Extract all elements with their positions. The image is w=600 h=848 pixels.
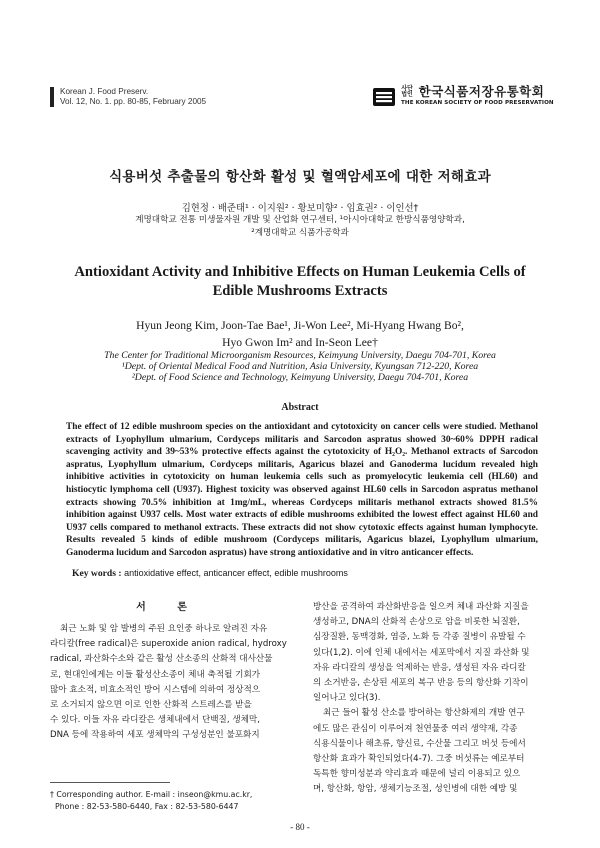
body-text-line: 수 있다. 이들 자유 라디칼은 생체내에서 단백질, 생체막, xyxy=(50,715,260,726)
right-column-text xyxy=(313,600,550,798)
korean-affiliation-line: ²계명대학교 식품가공학과 xyxy=(251,228,349,238)
english-authors xyxy=(0,318,600,351)
body-text-line: 최근 노화 및 암 발병의 주된 요인중 하나로 알려진 자유 xyxy=(60,624,268,634)
korean-affiliations xyxy=(0,214,600,240)
keywords-label: Key words : xyxy=(72,568,122,579)
english-title xyxy=(0,263,600,300)
body-text-line: DNA 등에 작용하여 세포 생체막의 구성성분인 불포화지 xyxy=(50,730,260,741)
body-text-line: 심장질환, 동맥경화, 염증, 노화 등 각종 질병이 유발될 수 xyxy=(313,632,526,643)
body-text-line: 많아 효소적, 비효소적인 방어 시스템에 의하여 정상적으 xyxy=(50,684,261,695)
abstract-heading: Abstract xyxy=(281,402,319,413)
body-text-line: 의 소거반응, 손상된 세포의 복구 반응 등의 항산화 기작이 xyxy=(313,678,529,689)
body-text-line: 방산을 공격하여 과산화반응을 일으켜 체내 과산화 지질을 xyxy=(313,602,529,612)
society-name-korean: 한국식품저장유통학회 xyxy=(418,84,545,99)
body-text-line: 에도 많은 관심이 이루어져 천연물중 여러 생약재, 각종 xyxy=(313,723,518,734)
section-title-introduction: 서 론 xyxy=(136,602,201,613)
footnote-divider xyxy=(50,782,170,783)
body-text-line: 며, 항산화, 항암, 생체기능조절, 성인병에 대한 예방 및 xyxy=(313,784,518,795)
english-authors-line: Hyo Gwon Im² and In-Seon Lee† xyxy=(222,335,378,349)
abstract-body xyxy=(66,421,538,560)
journal-name: Korean J. Food Preserv. xyxy=(60,87,149,96)
body-text-line: 일어나고 있다(3). xyxy=(313,693,381,704)
footnote-line: † Corresponding author. E-mail : inseon@kmu.ac.kr, xyxy=(50,790,253,799)
abstract-text: The effect of 12 edible mushroom species on the antioxidant and cytotoxicity on cancer cells were studied. Methanol extracts of Lyophyllum ulmarium, Cordyceps militaris and Sarcodon aspratus showed 30~60% DPPH radical scavenging activity and 39~53% protective effects against the cytotoxicity of H₂O₂. Methanol extracts of Sarcodon aspratus, Lyophyllum ulmarium, Cordyceps militaris, Agaricus blazei and Ganoderma lucidum revealed high inhibitive activities in cytotoxicity on human leukemia cells such as promyelocytic leukemia cell (HL60) and histiocytic lymphoma cell (U937). Highest toxicity was observed against HL60 cells in Sarcodon aspratus methanol extracts showing 70.5% inhibition at 1mg/mL, whereas Cordyceps militaris methanol extracts showed 81.5% inhibition against U937 cells. Most water extracts of edible mushrooms exhibited the lowest effect against HL60 and U937 cells compared to methanol extracts. These extracts did not show cytotoxic effects against human lymphocyte. Results revealed 5 kinds of edible mushroom (Cordyceps militaris, Agaricus blazei, Lyophyllum ulmarium, Ganoderma lucidum and Sarcodon aspratus) have strong antioxidative and in vitro anticancer effects. xyxy=(66,422,538,558)
english-affiliation-line: The Center for Traditional Microorganism Resources, Keimyung University, Daegu 704-701, Korea xyxy=(104,350,496,361)
body-text-line: 항산화 효과가 확인되었다(4-7). 그중 버섯류는 예로부터 xyxy=(313,754,525,765)
body-text-line: 독특한 향미성분과 약리효과 때문에 널리 이용되고 있으 xyxy=(313,769,521,780)
body-left-column xyxy=(50,600,287,744)
body-right-column xyxy=(313,600,550,798)
korean-title: 식용버섯 추출물의 항산화 활성 및 혈액암세포에 대한 저해효과 xyxy=(109,169,491,185)
corresponding-author-footnote xyxy=(50,789,252,813)
english-title-line: Edible Mushrooms Extracts xyxy=(212,282,388,299)
society-logo-icon xyxy=(372,86,396,108)
body-text-line: 로, 현대인에게는 이들 활성산소종이 체내 축적될 기회가 xyxy=(50,669,261,680)
korean-authors: 김현정 · 배준태¹ · 이지원² · 황보미향² · 임효권² · 이인선† xyxy=(181,203,419,214)
society-logo-block xyxy=(372,85,554,109)
english-authors-line: Hyun Jeong Kim, Joon-Tae Bae¹, Ji-Won Lee², Mi-Hyang Hwang Bo², xyxy=(136,319,464,332)
society-name-english: THE KOREAN SOCIETY OF FOOD PRESERVATION xyxy=(401,99,554,106)
english-affiliation-line: ²Dept. of Food Science and Technology, Keimyung University, Daegu 704-701, Korea xyxy=(131,372,469,383)
footnote-line: Phone : 82-53-580-6440, Fax : 82-53-580-6447 xyxy=(55,802,239,811)
body-text-line: 최근 들어 활성 산소를 방어하는 항산화제의 개발 연구 xyxy=(323,708,525,719)
body-text-line: radical, 과산화수소와 같은 활성 산소종의 산화적 대사산물 xyxy=(50,654,273,665)
english-title-line: Antioxidant Activity and Inhibitive Effects on Human Leukemia Cells of xyxy=(74,264,526,280)
society-prefix: 사단 법인 xyxy=(401,84,413,98)
body-text-line: 생성하고, DNA의 산화적 손상으로 암을 비롯한 뇌질환, xyxy=(313,617,520,628)
page-number: - 80 - xyxy=(290,822,310,832)
journal-volume: Vol. 12, No. 1. pp. 80-85, February 2005 xyxy=(60,97,207,106)
left-column-text xyxy=(50,622,287,744)
body-text-line: 있다(1,2). 이에 인체 내에서는 세포막에서 지질 과산화 및 xyxy=(313,647,530,658)
body-text-line: 자유 라디칼의 생성을 억제하는 반응, 생성된 자유 라디칼 xyxy=(313,662,526,673)
journal-citation xyxy=(50,87,206,107)
english-affiliation-line: ¹Dept. of Oriental Medical Food and Nutrition, Asia University, Kyungsan 712-220, Korea xyxy=(121,361,479,372)
body-text-line: 식용식물이나 해초류, 향신료, 수산물 그리고 버섯 등에서 xyxy=(313,738,526,749)
keywords-list: antioxidative effect, anticancer effect, edible mushrooms xyxy=(124,568,348,578)
english-affiliations xyxy=(0,350,600,383)
body-text-line: 라디칼(free radical)은 superoxide anion radical, hydroxy xyxy=(50,639,287,650)
body-text-line: 로 소거되지 않으면 이로 인한 산화적 스트레스를 받을 xyxy=(50,700,252,711)
korean-affiliation-line: 계명대학교 전통 미생물자원 개발 및 산업화 연구센터, ¹아시아대학교 한방식품영양학과, xyxy=(135,215,465,225)
keywords xyxy=(72,568,348,579)
society-names xyxy=(401,85,554,109)
